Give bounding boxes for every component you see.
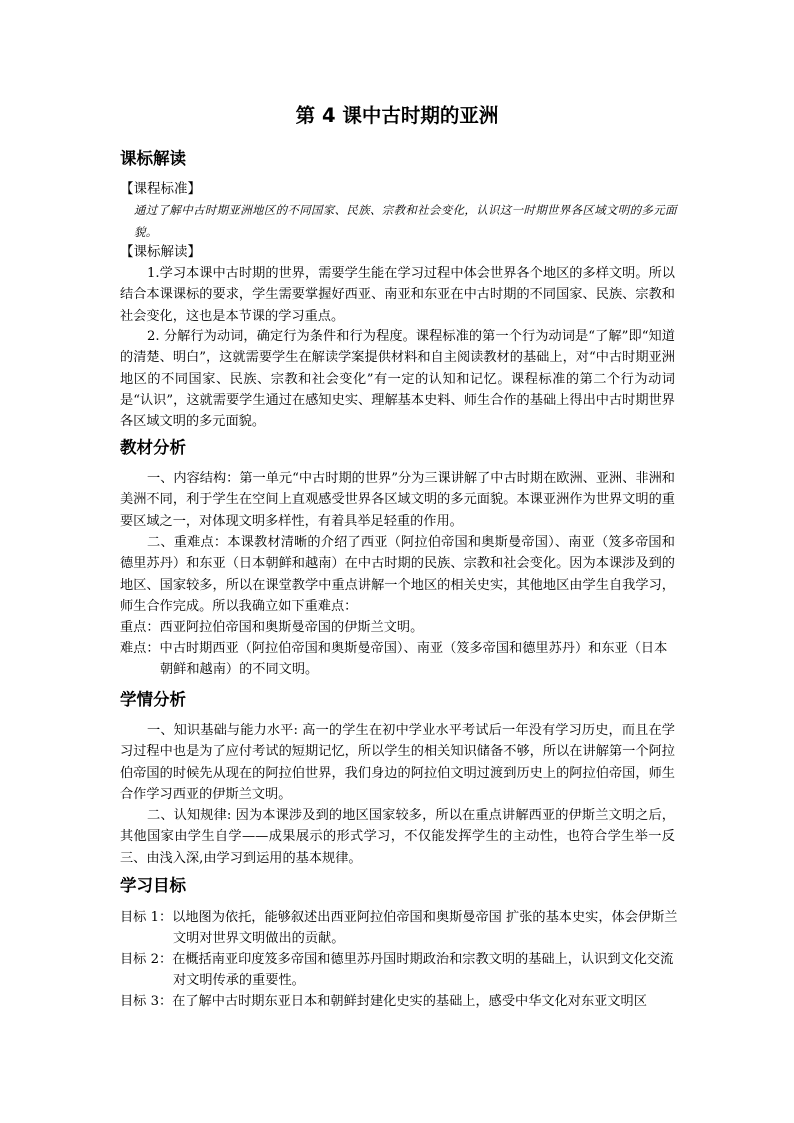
section-heading-learner-analysis: 学情分析	[120, 690, 186, 709]
key-point: 重点：西亚阿拉伯帝国和奥斯曼帝国的伊斯兰文明。	[120, 620, 424, 635]
label-standard-interpretation: 【课标解读】	[120, 244, 201, 260]
section-heading-curriculum: 课标解读	[120, 149, 186, 168]
section-heading-learning-goals: 学习目标	[120, 876, 186, 895]
paragraph: 1.学习本课中古时期的世界，需要学生能在学习过程中体会世界各个地区的多样文明。所以结合本课课标的要求，学生需要掌握好西亚、南亚和东亚在中古时期的不同国家、民族、宗教和社会变化，这也是本节课的学习重点。	[120, 266, 675, 324]
paragraph: 2. 分解行为动词，确定行为条件和行为程度。课程标准的第一个行为动词是“了解”即“知道的清楚、明白”，这就需要学生在解读学案提供材料和自主阅读教材的基础上，对“中古时期亚洲地区的不同国家、民族、宗教和社会变化”有一定的认知和记忆。课程标准的第二个行为动词是“认识”，这就需要学生通过在感知史实、理解基本史料、师生合作的基础上得出中古时期世界各区域文明的多元面貌。	[120, 329, 675, 430]
paragraph: 一、知识基础与能力水平: 高一的学生在初中学业水平考试后一年没有学习历史，而且在学习过程中也是为了应付考试的短期记忆，所以学生的相关知识储备不够，所以在讲解第一个阿拉伯帝国的时候先从现在的阿拉伯世界，我们身边的阿拉伯文明过渡到历史上的阿拉伯帝国，师生合作学习西亚的伊斯兰文明。	[120, 723, 675, 802]
page-title: 第 4 课中古时期的亚洲	[295, 104, 499, 127]
paragraph: 一、内容结构：第一单元“中古时期的世界”分为三课讲解了中古时期在欧洲、亚洲、非洲和美洲不同，利于学生在空间上直观感受世界各区域文明的多元面貌。本课亚洲作为世界文明的重要区域之一，对体现文明多样性，有着具举足轻重的作用。	[120, 471, 675, 529]
label-course-standard: 【课程标准】	[120, 181, 201, 197]
paragraph: 二、重难点：本课教材清晰的介绍了西亚（阿拉伯帝国和奥斯曼帝国）、南亚（笈多帝国和德里苏丹）和东亚（日本朝鲜和越南）在中古时期的民族、宗教和社会变化。因为本课涉及到的地区、国家较多，所以在课堂教学中重点讲解一个地区的相关史实，其他地区由学生自我学习，师生合作完成。所以我确立如下重难点：	[120, 535, 675, 614]
goal-item-1: 目标 1：以地图为依托，能够叙述出西亚阿拉伯帝国和奥斯曼帝国 扩张的基本史实，体会伊斯兰文明对世界文明做出的贡献。	[120, 910, 678, 946]
goal-item-3: 目标 3：在了解中古时期东亚日本和朝鲜封建化史实的基础上，感受中华文化对东亚文明区	[120, 994, 647, 1009]
course-standard-text: 通过了解中古时期亚洲地区的不同国家、民族、宗教和社会变化，认识这一时期世界各区域文明的多元面貌。	[134, 203, 677, 239]
goal-item-2: 目标 2：在概括南亚印度笈多帝国和德里苏丹国时期政治和宗教文明的基础上，认识到文化交流对文明传承的重要性。	[120, 952, 674, 988]
difficult-point: 难点：中古时期西亚（阿拉伯帝国和奥斯曼帝国）、南亚（笈多帝国和德里苏丹）和东亚（日本朝鲜和越南）的不同文明。	[120, 641, 668, 677]
section-heading-textbook: 教材分析	[120, 438, 186, 457]
paragraph: 二、认知规律: 因为本课涉及到的地区国家较多，所以在重点讲解西亚的伊斯兰文明之后，其他国家由学生自学——成果展示的形式学习，不仅能发挥学生的主动性，也符合学生举一反三、由浅入深,由学习到运用的基本规律。	[120, 808, 675, 866]
